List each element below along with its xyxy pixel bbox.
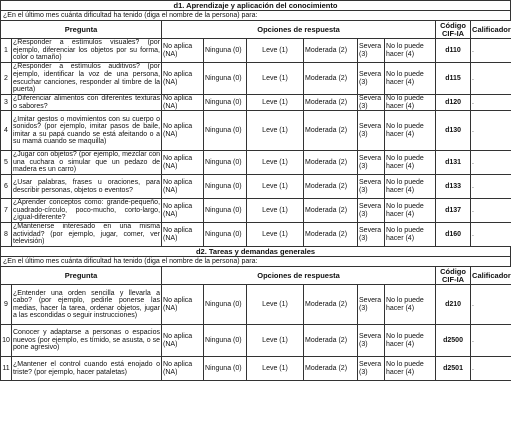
question-text: ¿Jugar con objetos? (por ejemplo, mezclar con una cuchara o simular que un pedazo de madera es un carro)	[13, 151, 161, 174]
option-na[interactable]: No aplica (NA)	[162, 175, 204, 199]
cif-code: d131	[436, 151, 471, 175]
option-moderada[interactable]: Moderada (2)	[304, 223, 358, 247]
question-text: ¿Mantenerse interesado en una misma actividad? (por ejemplo, jugar, comer, ver televisión)	[13, 223, 161, 246]
option-moderada[interactable]: Moderada (2)	[304, 39, 358, 63]
option-ninguna[interactable]: Ninguna (0)	[204, 175, 247, 199]
option-moderada[interactable]: Moderada (2)	[304, 357, 358, 381]
option-na[interactable]: No aplica (NA)	[162, 285, 204, 325]
option-nopuede[interactable]: No lo puede hacer (4)	[385, 95, 436, 111]
option-severa[interactable]: Severa (3)	[358, 325, 385, 357]
calificador-field[interactable]: .	[471, 175, 511, 199]
question-text: ¿Usar palabras, frases u oraciones, para describir personas, objetos o eventos?	[12, 175, 162, 199]
option-leve[interactable]: Leve (1)	[247, 95, 304, 111]
option-ninguna[interactable]: Ninguna (0)	[204, 111, 247, 151]
cif-code: d2500	[436, 325, 471, 357]
calificador-field[interactable]: .	[471, 199, 511, 223]
option-severa[interactable]: Severa (3)	[358, 95, 385, 111]
calificador-field[interactable]: .	[471, 325, 511, 357]
option-moderada[interactable]: Moderada (2)	[304, 95, 358, 111]
question-row	[1, 325, 511, 357]
question-number: 3	[1, 95, 12, 111]
question-row	[1, 95, 511, 111]
option-severa[interactable]: Severa (3)	[358, 63, 385, 95]
option-severa[interactable]: Severa (3)	[358, 111, 385, 151]
option-na[interactable]: No aplica (NA)	[162, 63, 204, 95]
option-leve[interactable]: Leve (1)	[247, 199, 304, 223]
option-na[interactable]: No aplica (NA)	[162, 223, 204, 247]
option-moderada[interactable]: Moderada (2)	[304, 175, 358, 199]
question-table-d2	[0, 266, 511, 381]
option-ninguna[interactable]: Ninguna (0)	[204, 357, 247, 381]
question-row	[1, 285, 511, 325]
option-severa[interactable]: Severa (3)	[358, 175, 385, 199]
option-ninguna[interactable]: Ninguna (0)	[204, 285, 247, 325]
question-text: ¿Imitar gestos o movimientos con su cuerpo o sonidos? (por ejemplo, imitar pasos de baile, imitar a su papá cuando se está afeitando o a su mamá cuando se maquilla)	[12, 111, 162, 151]
cif-code: d130	[436, 111, 471, 151]
option-severa[interactable]: Severa (3)	[358, 151, 385, 175]
question-text: Conocer y adaptarse a personas o espacios nuevos (por ejemplo, es tímido, se asusta, o se pone agresivo)	[12, 325, 162, 357]
option-moderada[interactable]: Moderada (2)	[304, 199, 358, 223]
question-number: 4	[1, 111, 12, 151]
header-calificador: Calificador	[471, 21, 511, 39]
option-ninguna[interactable]: Ninguna (0)	[204, 95, 247, 111]
section-title-d2: d2. Tareas y demandas generales	[0, 247, 511, 256]
calificador-field[interactable]: .	[471, 95, 511, 111]
question-number: 9	[1, 285, 12, 325]
calificador-field[interactable]: .	[471, 285, 511, 325]
option-moderada[interactable]: Moderada (2)	[304, 325, 358, 357]
cif-code: d133	[436, 175, 471, 199]
option-leve[interactable]: Leve (1)	[247, 357, 304, 381]
question-text: ¿Aprender conceptos como: grande-pequeño, cuadrado-círculo, poco-mucho, corto-largo, ¿igual-diferente?	[13, 199, 161, 222]
section-intro-d2: ¿En el último mes cuánta dificultad ha tenido (diga el nombre de la persona) para:	[0, 256, 511, 266]
header-opciones: Opciones de respuesta	[162, 267, 436, 285]
question-row	[1, 63, 511, 95]
option-severa[interactable]: Severa (3)	[358, 357, 385, 381]
question-number: 6	[1, 175, 12, 199]
option-na[interactable]: No aplica (NA)	[162, 151, 204, 175]
section-intro-d1: ¿En el último mes cuánta dificultad ha tenido (diga el nombre de la persona) para:	[0, 10, 511, 20]
option-na[interactable]: No aplica (NA)	[162, 325, 204, 357]
option-nopuede[interactable]: No lo puede hacer (4)	[385, 39, 436, 63]
option-severa[interactable]: Severa (3)	[358, 285, 385, 325]
section-title-d1: d1. Aprendizaje y aplicación del conocimiento	[0, 0, 511, 10]
option-nopuede[interactable]: No lo puede hacer (4)	[385, 325, 436, 357]
option-leve[interactable]: Leve (1)	[247, 63, 304, 95]
question-number: 7	[1, 199, 12, 223]
calificador-field[interactable]: .	[471, 39, 511, 63]
cif-code: d115	[436, 63, 471, 95]
question-row	[1, 39, 511, 63]
cif-code: d210	[436, 285, 471, 325]
cif-code: d110	[436, 39, 471, 63]
option-na[interactable]: No aplica (NA)	[162, 95, 204, 111]
option-leve[interactable]: Leve (1)	[247, 223, 304, 247]
option-leve[interactable]: Leve (1)	[247, 111, 304, 151]
option-severa[interactable]: Severa (3)	[358, 39, 385, 63]
table-header-row	[1, 21, 511, 39]
calificador-field[interactable]: .	[471, 151, 511, 175]
calificador-field[interactable]: .	[471, 111, 511, 151]
question-number: 11	[1, 357, 12, 381]
option-ninguna[interactable]: Ninguna (0)	[204, 63, 247, 95]
question-text: ¿Entender una orden sencilla y llevarla a cabo? (por ejemplo, pedirle ponerse las medias, hacer la tarea, ordenar objetos, jugar a las escondidas o seguir instrucciones)	[12, 285, 162, 325]
option-na[interactable]: No aplica (NA)	[162, 199, 204, 223]
option-ninguna[interactable]: Ninguna (0)	[204, 199, 247, 223]
option-moderada[interactable]: Moderada (2)	[304, 111, 358, 151]
option-moderada[interactable]: Moderada (2)	[304, 285, 358, 325]
option-nopuede[interactable]: No lo puede hacer (4)	[385, 151, 436, 175]
option-leve[interactable]: Leve (1)	[247, 39, 304, 63]
question-row	[1, 175, 511, 199]
option-leve[interactable]: Leve (1)	[247, 285, 304, 325]
option-leve[interactable]: Leve (1)	[247, 175, 304, 199]
header-calificador: Calificador	[471, 267, 511, 285]
question-row	[1, 357, 511, 381]
option-nopuede[interactable]: No lo puede hacer (4)	[385, 285, 436, 325]
option-nopuede[interactable]: No lo puede hacer (4)	[385, 199, 436, 223]
table-header-row	[1, 267, 511, 285]
question-number: 10	[1, 325, 12, 357]
option-leve[interactable]: Leve (1)	[247, 325, 304, 357]
question-number: 1	[1, 39, 12, 63]
question-table-d1	[0, 20, 511, 247]
option-nopuede[interactable]: No lo puede hacer (4)	[385, 175, 436, 199]
option-severa[interactable]: Severa (3)	[358, 199, 385, 223]
option-ninguna[interactable]: Ninguna (0)	[204, 223, 247, 247]
header-codigo: Código CIF-IA	[436, 21, 471, 39]
question-row	[1, 111, 511, 151]
option-severa[interactable]: Severa (3)	[358, 223, 385, 247]
option-na[interactable]: No aplica (NA)	[162, 39, 204, 63]
option-ninguna[interactable]: Ninguna (0)	[204, 151, 247, 175]
question-text: ¿Responder a estímulos visuales? (por ejemplo, diferenciar los objetos por su forma, color o tamaño)	[13, 39, 161, 62]
cif-code: d137	[436, 199, 471, 223]
header-pregunta: Pregunta	[1, 267, 162, 285]
question-number: 5	[1, 151, 12, 175]
option-nopuede[interactable]: No lo puede hacer (4)	[385, 111, 436, 151]
header-pregunta: Pregunta	[1, 21, 162, 39]
header-codigo: Código CIF-IA	[436, 267, 471, 285]
cif-code: d160	[436, 223, 471, 247]
header-opciones: Opciones de respuesta	[162, 21, 436, 39]
calificador-field[interactable]: .	[471, 63, 511, 95]
option-moderada[interactable]: Moderada (2)	[304, 151, 358, 175]
table-body-d1	[1, 39, 511, 247]
question-number: 2	[1, 63, 12, 95]
question-number: 8	[1, 223, 12, 247]
question-row	[1, 223, 511, 247]
option-ninguna[interactable]: Ninguna (0)	[204, 39, 247, 63]
option-na[interactable]: No aplica (NA)	[162, 111, 204, 151]
cif-code: d2501	[436, 357, 471, 381]
question-text: ¿Responder a estímulos auditivos? (por ejemplo, identificar la voz de una persona, escuchar canciones, responder al timbre de la puerta)	[13, 63, 161, 94]
option-nopuede[interactable]: No lo puede hacer (4)	[385, 357, 436, 381]
cif-code: d120	[436, 95, 471, 111]
question-row	[1, 199, 511, 223]
option-nopuede[interactable]: No lo puede hacer (4)	[385, 223, 436, 247]
question-text: ¿Diferenciar alimentos con diferentes texturas o sabores?	[13, 95, 161, 110]
option-na[interactable]: No aplica (NA)	[162, 357, 204, 381]
option-nopuede[interactable]: No lo puede hacer (4)	[385, 63, 436, 95]
option-ninguna[interactable]: Ninguna (0)	[204, 325, 247, 357]
question-row	[1, 151, 511, 175]
calificador-field[interactable]: .	[471, 223, 511, 247]
option-leve[interactable]: Leve (1)	[247, 151, 304, 175]
question-text: ¿Mantener el control cuando está enojado o triste? (por ejemplo, hacer pataletas)	[12, 357, 162, 381]
table-body-d2	[1, 285, 511, 381]
option-moderada[interactable]: Moderada (2)	[304, 63, 358, 95]
calificador-field[interactable]: .	[471, 357, 511, 381]
